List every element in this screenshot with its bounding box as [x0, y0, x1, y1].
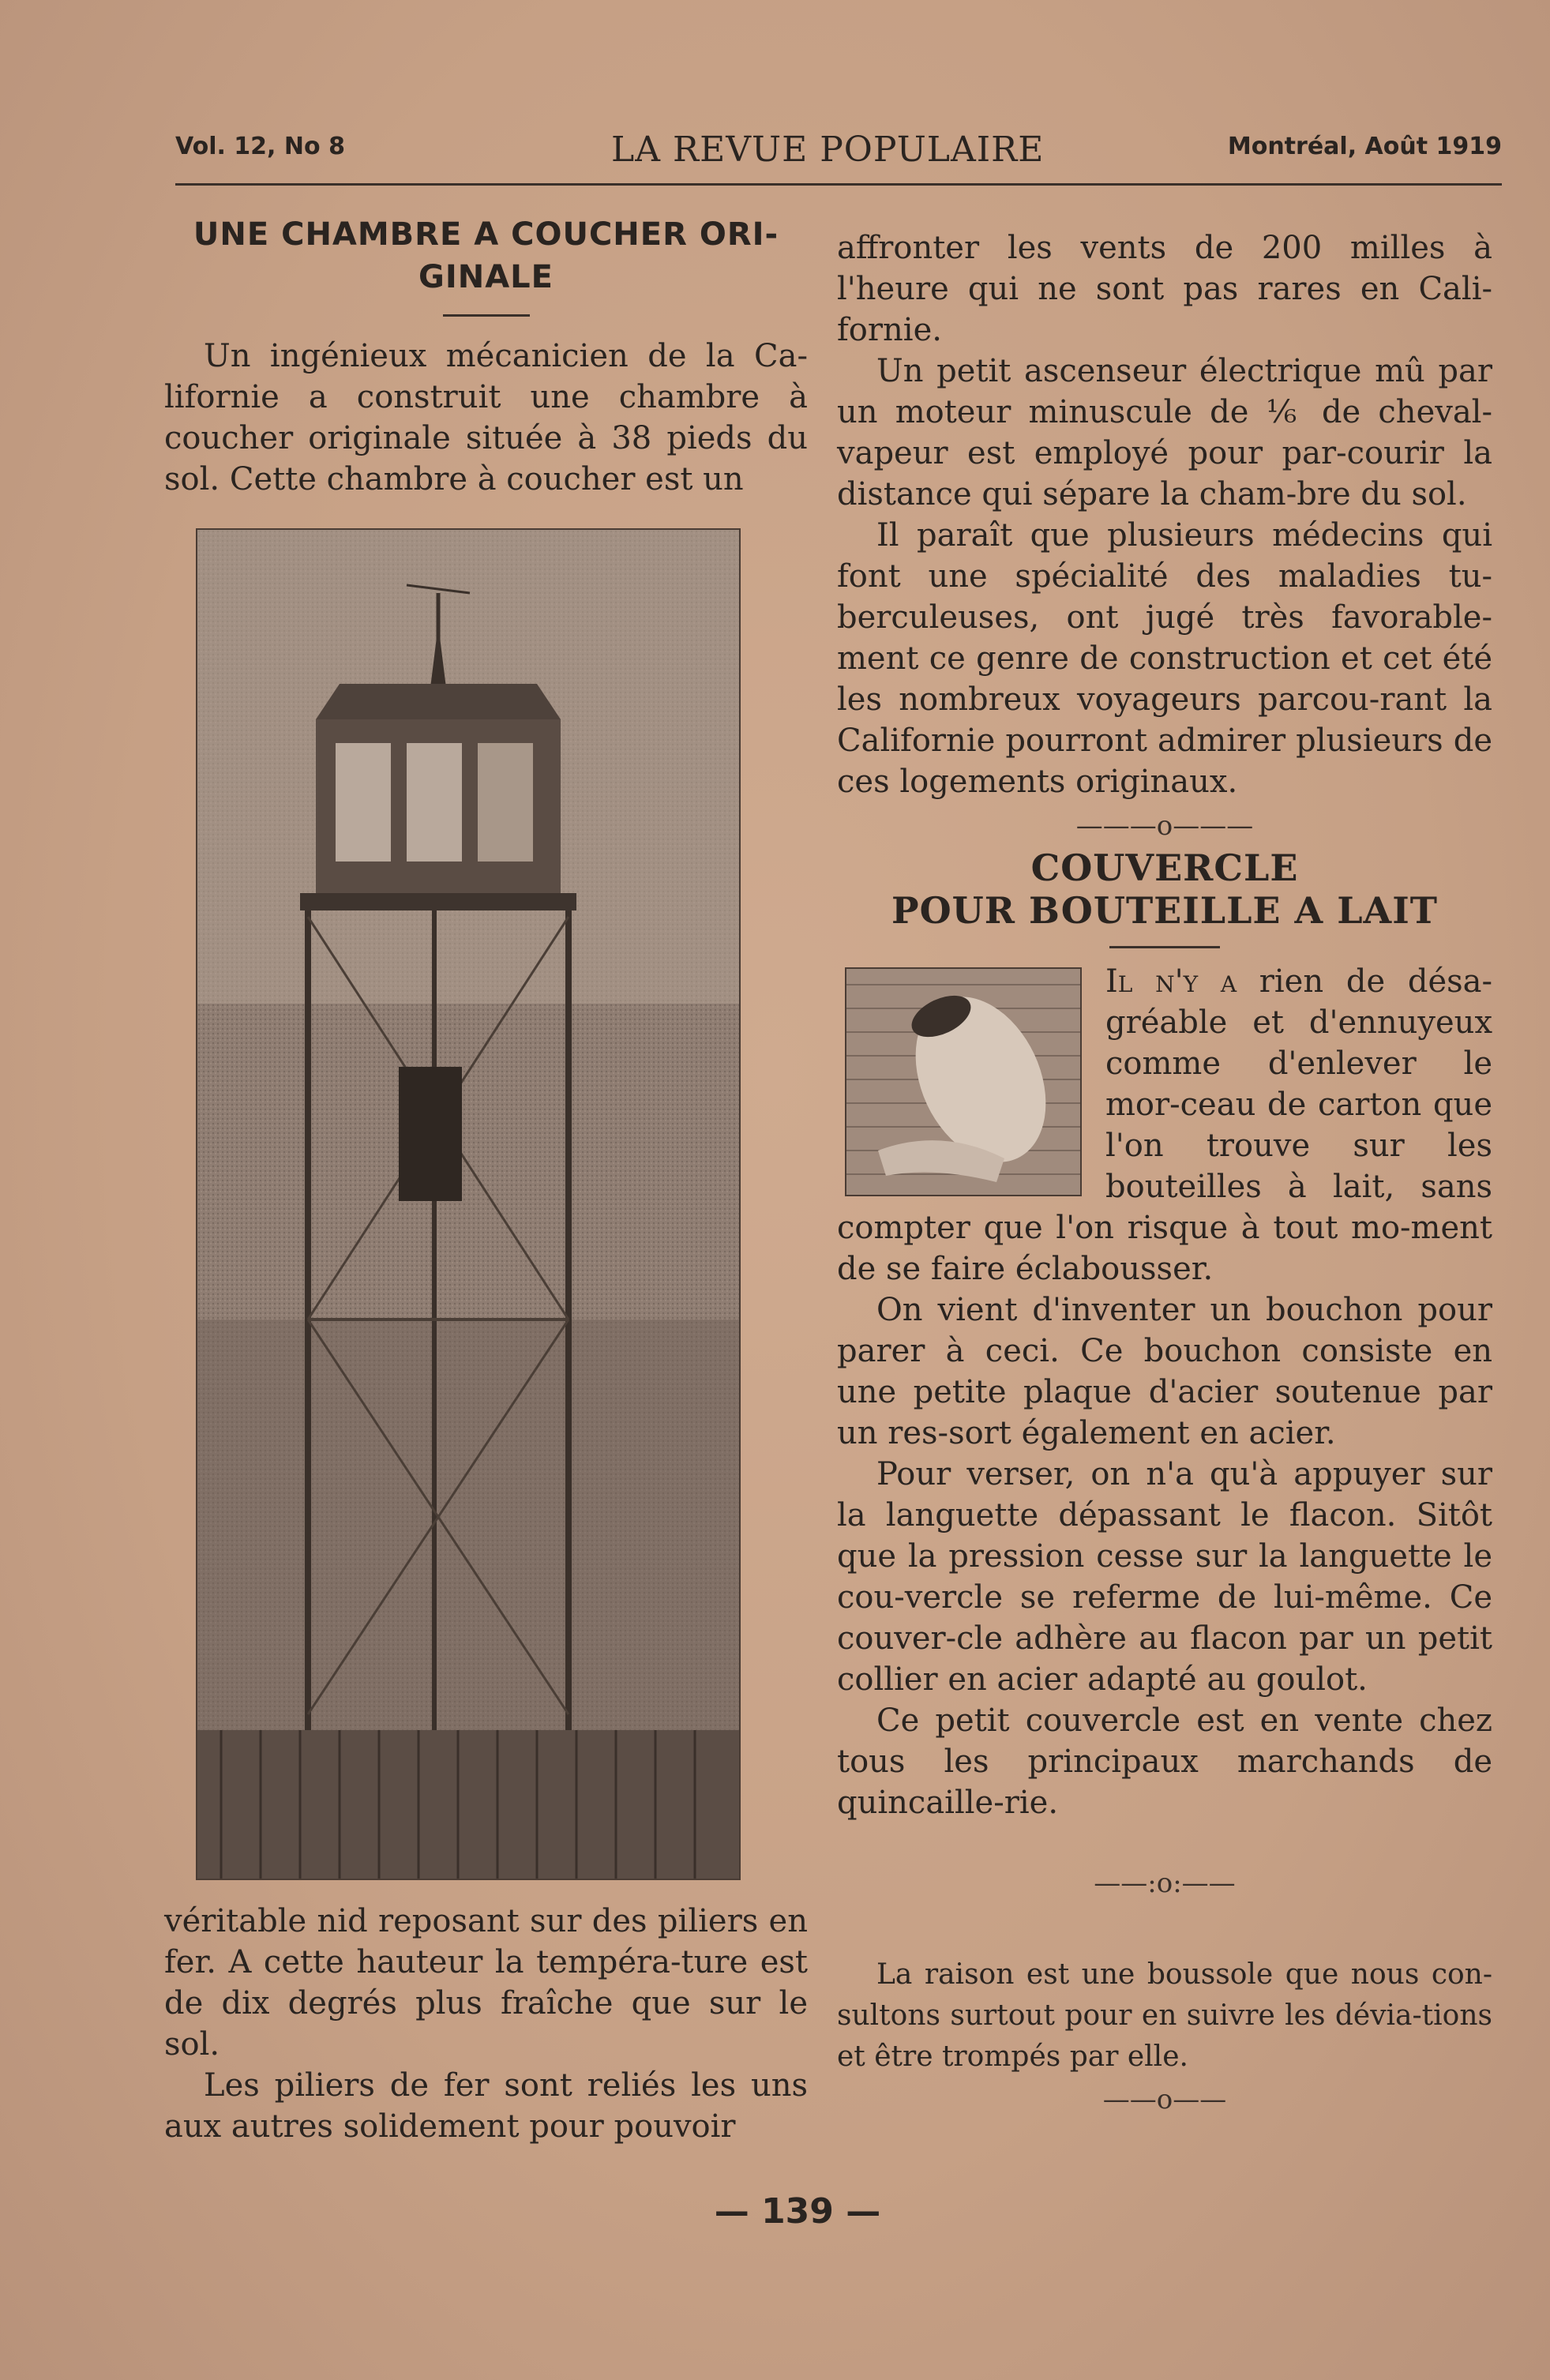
article1-paragraph: Un petit ascenseur électrique mû par un moteur minuscule de ⅙ de cheval-vapeur est employé pour par-courir la distance qui sépare la cham-bre du sol. — [837, 353, 1492, 512]
right-column — [837, 227, 1492, 2115]
article1-paragraph: Les piliers de fer sont reliés les uns aux autres solidement pour pouvoir — [164, 2067, 808, 2145]
article1-paragraph: Un ingénieux mécanicien de la Ca-lifornie a construit une chambre à coucher originale située à 38 pieds du sol. Cette chambre à coucher est un — [164, 338, 808, 497]
publication-title: LA REVUE POPULAIRE — [611, 130, 1045, 170]
article2-paragraph: rien de désa-gréable et d'ennuyeux comme d'enlever le mor-ceau de carton que l'on trouve sur les bouteilles à lait, sans compter que l'on risque à tout mo-ment de se faire éclabousser. — [837, 963, 1493, 1287]
bottle-drawing — [846, 969, 1080, 1195]
header-rule — [175, 183, 1502, 186]
page-header — [175, 126, 1502, 182]
article1-paragraph: Il paraît que plusieurs médecins qui font une spécialité des maladies tu-berculeuses, ont jugé très favorable-ment ce genre de construction et cet été les nombreux voyageurs parcou-rant la Californie pourront admirer plusieurs de ces logements originaux. — [837, 517, 1492, 800]
article2-title-line2: POUR BOUTEILLE A LAIT — [891, 889, 1438, 932]
title-rule — [1109, 946, 1220, 948]
article1-paragraph: véritable nid reposant sur des piliers en fer. A cette hauteur la tempéra-ture est de dix degrés plus fraîche que sur le sol. — [164, 1903, 808, 2063]
page-number: — 139 — — [714, 2191, 881, 2232]
separator: ——o—— — [1102, 2084, 1227, 2115]
article2-paragraph: Ce petit couvercle est en vente chez tous les principaux marchands de quincaille-rie. — [837, 1702, 1492, 1821]
volume-number: Vol. 12, No 8 — [175, 133, 345, 160]
separator: ———o——— — [1075, 810, 1254, 842]
left-column — [164, 213, 808, 2147]
separator: ——:o:—— — [1094, 1868, 1236, 1899]
tower-illustration — [197, 530, 741, 1880]
maxim-paragraph: La raison est une boussole que nous con-sultons surtout pour en suivre les dévia-tions et être trompés par elle. — [837, 1958, 1492, 2073]
article2-title-line1: COUVERCLE — [1030, 847, 1299, 889]
milk-bottle-cap-illustration — [845, 967, 1082, 1196]
place-date: Montréal, Août 1919 — [1227, 133, 1502, 160]
bedroom-tower-photo — [196, 528, 741, 1880]
article1-paragraph: affronter les vents de 200 milles à l'heure qui ne sont pas rares en Cali-fornie. — [837, 230, 1492, 348]
dropcap-lead: Il n'y a — [1105, 963, 1237, 1000]
article1-title: UNE CHAMBRE A COUCHER ORI- GINALE — [193, 216, 779, 295]
article2-paragraph: On vient d'inventer un bouchon pour parer à ceci. Ce bouchon consiste en une petite plaque d'acier soutenue par un res-sort également en acier. — [837, 1292, 1492, 1451]
article2-paragraph: Pour verser, on n'a qu'à appuyer sur la languette dépassant le flacon. Sitôt que la pression cesse sur la languette le cou-vercle se referme de lui-même. Ce couver-cle adhère au flacon par un petit collier en acier adapté au goulot. — [837, 1456, 1492, 1698]
title-rule — [443, 314, 530, 317]
